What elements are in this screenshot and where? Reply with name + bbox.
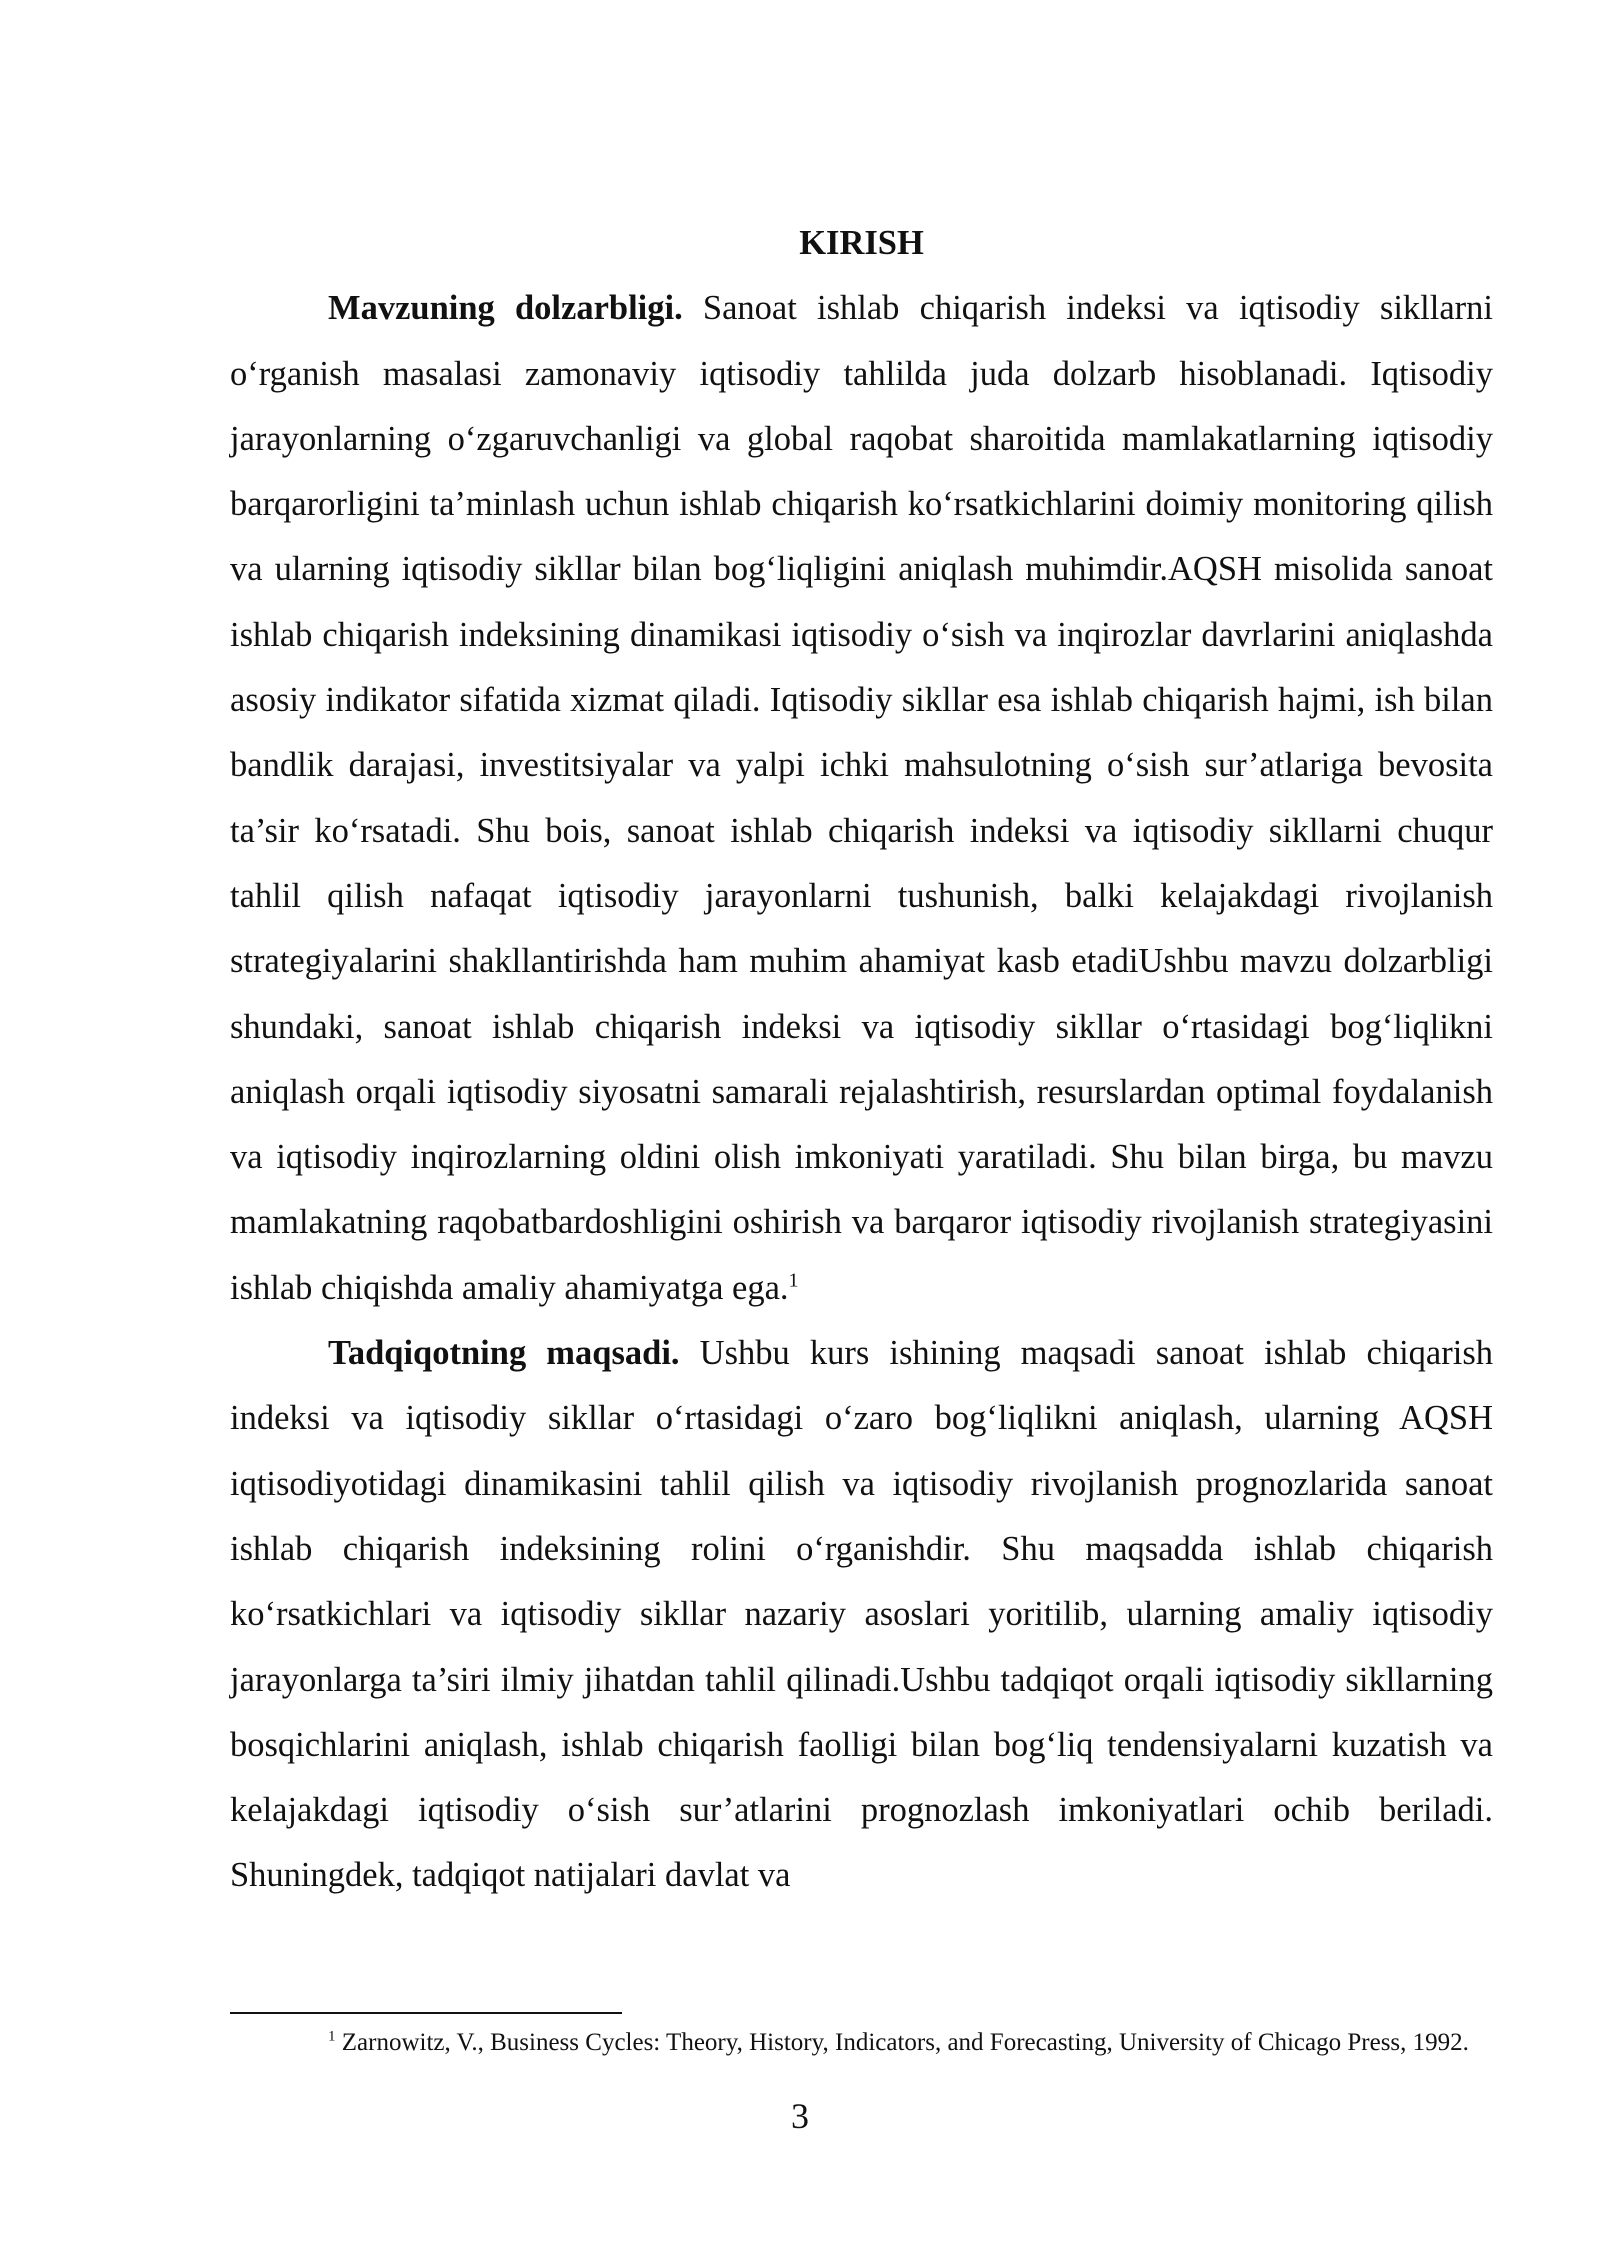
paragraph-relevance <box>230 276 1493 1321</box>
body-text <box>230 211 1493 1909</box>
paragraph-lead: Mavzuning dolzarbligi. <box>328 289 683 328</box>
paragraph-text: Ushbu kurs ishining maqsadi sanoat ishlab chiqarish indeksi va iqtisodiy sikllar o‘rtasidagi o‘zaro bog‘liqlikni aniqlash, ularning AQSH iqtisodiyotidagi dinamikasini tahlil qilish va iqtisodiy rivojlanish prognozlarida sanoat ishlab chiqarish indeksining rolini o‘rganishdir. Shu maqsadda ishlab chiqarish ko‘rsatkichlari va iqtisodiy sikllar nazariy asoslari yoritilib, ularning amaliy iqtisodiy jarayonlarga ta’siri ilmiy jihatdan tahlil qilinadi.Ushbu tadqiqot orqali iqtisodiy sikllarning bosqichlarini aniqlash, ishlab chiqarish faolligi bilan bog‘liq tendensiyalarni kuzatish va kelajakdagi iqtisodiy o‘sish sur’atlarini prognozlash imkoniyatlari ochib beriladi. Shuningdek, tadqiqot natijalari davlat va <box>230 1334 1493 1895</box>
footnote-text: Zarnowitz, V., Business Cycles: Theory, History, Indicators, and Forecasting, University of Chicago Press, 1992. <box>335 2029 1469 2056</box>
paragraph-lead: Tadqiqotning maqsadi. <box>328 1334 680 1373</box>
paragraph-text: Sanoat ishlab chiqarish indeksi va iqtisodiy sikllarni o‘rganish masalasi zamonaviy iqtisodiy tahlilda juda dolzarb hisoblanadi. Iqtisodiy jarayonlarning o‘zgaruvchanligi va global raqobat sharoitida mamlakatlarning iqtisodiy barqarorligini ta’minlash uchun ishlab chiqarish ko‘rsatkichlarini doimiy monitoring qilish va ularning iqtisodiy sikllar bilan bog‘liqligini aniqlash muhimdir.AQSH misolida sanoat ishlab chiqarish indeksining dinamikasi iqtisodiy o‘sish va inqirozlar davrlarini aniqlashda asosiy indikator sifatida xizmat qiladi. Iqtisodiy sikllar esa ishlab chiqarish hajmi, ish bilan bandlik darajasi, investitsiyalar va yalpi ichki mahsulotning o‘sish sur’atlariga bevosita ta’sir ko‘rsatadi. Shu bois, sanoat ishlab chiqarish indeksi va iqtisodiy sikllarni chuqur tahlil qilish nafaqat iqtisodiy jarayonlarni tushunish, balki kelajakdagi rivojlanish strategiyalarini shakllantirishda ham muhim ahamiyat kasb etadiUshbu mavzu dolzarbligi shundaki, sanoat ishlab chiqarish indeksi va iqtisodiy sikllar o‘rtasidagi bog‘liqlikni aniqlash orqali iqtisodiy siyosatni samarali rejalashtirish, resurslardan optimal foydalanish va iqtisodiy inqirozlarning oldini olish imkoniyati yaratiladi. Shu bilan birga, bu mavzu mamlakatning raqobatbardoshligini oshirish va barqaror iqtisodiy rivojlanish strategiyasini ishlab chiqishda amaliy ahamiyatga ega. <box>230 289 1493 1307</box>
footnote <box>230 2027 1493 2058</box>
paragraph-goal <box>230 1321 1493 1909</box>
page-title: KIRISH <box>799 224 924 262</box>
footnote-mark: 1 <box>328 2028 336 2045</box>
footnote-reference: 1 <box>788 1269 799 1292</box>
footnote-separator <box>230 2012 622 2014</box>
page-number: 3 <box>791 2096 809 2136</box>
